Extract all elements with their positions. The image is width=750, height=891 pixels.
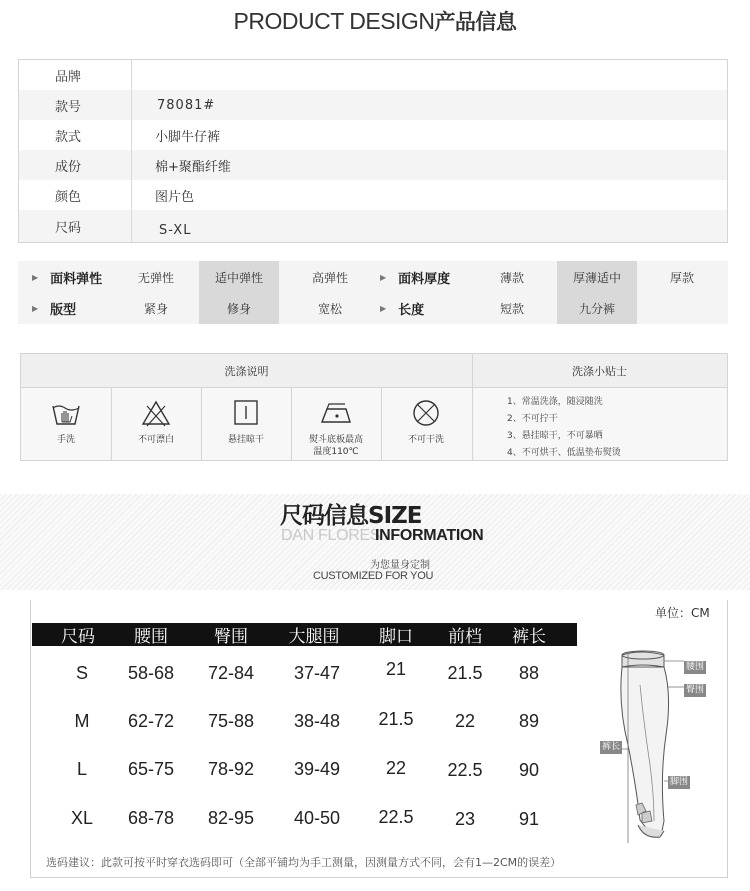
trousers-diagram: [580, 625, 724, 848]
size-cell: 91: [518, 808, 540, 829]
size-banner-tagline-en: CUSTOMIZED FOR YOU: [313, 570, 434, 582]
size-cell: 22: [454, 710, 476, 731]
page-title-cn: 产品信息: [434, 10, 517, 34]
attr-option: 高弹性: [311, 270, 348, 285]
page-title: [0, 6, 750, 36]
info-value: 棉+聚酯纤维: [155, 159, 231, 175]
tip-item: 4、不可烘干、低温垫布熨烫: [507, 448, 621, 458]
wash-item-no-dry-clean: [381, 388, 471, 460]
no-bleach-icon: [141, 398, 171, 428]
trousers-sketch-icon: [580, 625, 724, 848]
size-cell: 58-68: [127, 662, 175, 683]
size-cell: 22.5: [447, 759, 483, 780]
size-header-cell: 裤长: [512, 627, 546, 647]
info-row-style: [19, 120, 727, 150]
hang-dry-icon: [231, 398, 261, 428]
attr-length-label: ▶ 长度: [380, 302, 425, 318]
wash-caption: 熨斗底板最高 温度110℃: [308, 435, 363, 457]
size-header-cell: 臀围: [214, 627, 248, 647]
attr-option: 厚款: [669, 270, 694, 285]
size-cell: 38-48: [293, 710, 341, 731]
size-cell: 72-84: [207, 662, 255, 683]
info-row-size: [19, 210, 727, 242]
page-title-en: PRODUCT DESIGN: [233, 8, 435, 34]
size-header-cell: 大腿围: [288, 627, 340, 647]
info-label: 尺码: [55, 220, 82, 236]
triangle-icon: ▶: [32, 303, 39, 313]
info-label: 成份: [55, 159, 82, 175]
triangle-icon: ▶: [380, 303, 387, 313]
divider: [472, 354, 473, 460]
info-value: 小脚牛仔裤: [155, 129, 221, 145]
attr-thickness-label: ▶ 面料厚度: [380, 271, 451, 287]
wash-caption: 手洗: [56, 435, 75, 445]
wash-item-hang-dry: [201, 388, 291, 460]
info-label: 款式: [55, 129, 82, 145]
attr-option: 紧身: [143, 301, 168, 316]
size-header-cell: 尺码: [61, 627, 95, 647]
product-info-table: [18, 59, 728, 243]
info-label: 品牌: [55, 69, 82, 85]
info-row-style-no: [19, 90, 727, 120]
attr-option: 宽松: [317, 301, 342, 316]
wash-item-iron: [291, 388, 381, 460]
tip-item: 1、常温洗涤，随浸随洗: [507, 397, 603, 407]
washing-tips-list: [507, 394, 621, 462]
no-dry-clean-icon: [411, 398, 441, 428]
wash-item-hand-wash: [21, 388, 111, 460]
attr-elasticity-label: ▶ 面料弹性: [32, 271, 103, 287]
size-cell: 40-50: [293, 807, 341, 828]
size-cell: 62-72: [127, 710, 175, 731]
diagram-label-hip: 臀围: [686, 685, 705, 695]
washing-tips-title: 洗涤小贴士: [472, 354, 727, 388]
size-cell: S: [75, 662, 88, 683]
size-cell: 22.5: [378, 806, 414, 827]
size-banner-information: INFORMATION: [375, 527, 484, 544]
size-cell: 88: [518, 662, 540, 683]
info-label: 款号: [55, 99, 82, 115]
hand-wash-icon: [51, 398, 81, 428]
size-banner-title: 尺码信息SIZE: [280, 503, 422, 529]
attribute-row-2: [18, 292, 728, 324]
size-header-cell: 前档: [448, 627, 482, 647]
size-cell: 65-75: [127, 758, 175, 779]
size-header-cell: 腰围: [134, 627, 168, 647]
attr-option: 短款: [499, 301, 524, 316]
size-cell: L: [76, 758, 87, 779]
size-cell: 21.5: [447, 662, 483, 683]
info-row-color: [19, 180, 727, 210]
info-divider: [131, 60, 132, 242]
size-table-header: [32, 623, 577, 646]
iron-icon: [319, 398, 353, 428]
info-row-material: [19, 150, 727, 180]
info-value: 图片色: [155, 189, 195, 205]
wash-caption: 悬挂晾干: [227, 435, 264, 445]
washing-box: [20, 353, 728, 461]
unit-label: 单位：CM: [655, 606, 710, 620]
info-value: S-XL: [159, 222, 192, 238]
attr-option: 薄款: [499, 270, 524, 285]
size-cell: 22: [385, 757, 407, 778]
attribute-row-1: [18, 261, 728, 293]
size-banner: [0, 494, 750, 590]
washing-instructions-title: 洗涤说明: [21, 354, 472, 388]
diagram-label-length: 裤长: [602, 742, 621, 752]
size-cell: XL: [70, 807, 94, 828]
size-cell: 23: [454, 808, 476, 829]
info-label: 颜色: [55, 189, 82, 205]
size-cell: 21.5: [378, 708, 414, 729]
attr-option-selected: 九分裤: [557, 292, 637, 324]
size-header-cell: 脚口: [379, 627, 413, 647]
attr-option: 无弹性: [137, 270, 174, 285]
size-selection-note: 选码建议：此款可按平时穿衣选码即可（全部平铺均为手工测量，因测量方式不同，会有1—2CM的误差）: [46, 856, 562, 869]
attr-option-selected: 适中弹性: [199, 261, 279, 293]
triangle-icon: ▶: [32, 272, 39, 282]
wash-item-no-bleach: [111, 388, 201, 460]
attr-option-selected: 厚薄适中: [557, 261, 637, 293]
info-value: 78081#: [157, 97, 216, 113]
size-banner-brand: DAN FLORES: [281, 527, 381, 544]
size-cell: 21: [385, 658, 407, 679]
size-banner-tagline-cn: 为您量身定制: [370, 560, 430, 571]
size-cell: 82-95: [207, 807, 255, 828]
size-cell: 68-78: [127, 807, 175, 828]
diagram-label-hem: 脚围: [670, 777, 689, 787]
attr-option-selected: 修身: [199, 292, 279, 324]
triangle-icon: ▶: [380, 272, 387, 282]
wash-caption: 不可干洗: [407, 435, 444, 445]
size-cell: 89: [518, 710, 540, 731]
size-cell: 90: [518, 759, 540, 780]
wash-caption: 不可漂白: [137, 435, 174, 445]
size-cell: 78-92: [207, 758, 255, 779]
size-cell: 39-49: [293, 758, 341, 779]
tip-item: 2、不可拧干: [507, 414, 558, 424]
info-row-brand: [19, 60, 727, 90]
info-value: [131, 60, 727, 90]
size-cell: 37-47: [293, 662, 341, 683]
attr-fit-label: ▶ 版型: [32, 302, 77, 318]
diagram-label-waist: 腰围: [686, 662, 705, 672]
tip-item: 3、悬挂晾干，不可暴晒: [507, 431, 603, 441]
size-cell: M: [74, 710, 90, 731]
size-cell: 75-88: [207, 710, 255, 731]
